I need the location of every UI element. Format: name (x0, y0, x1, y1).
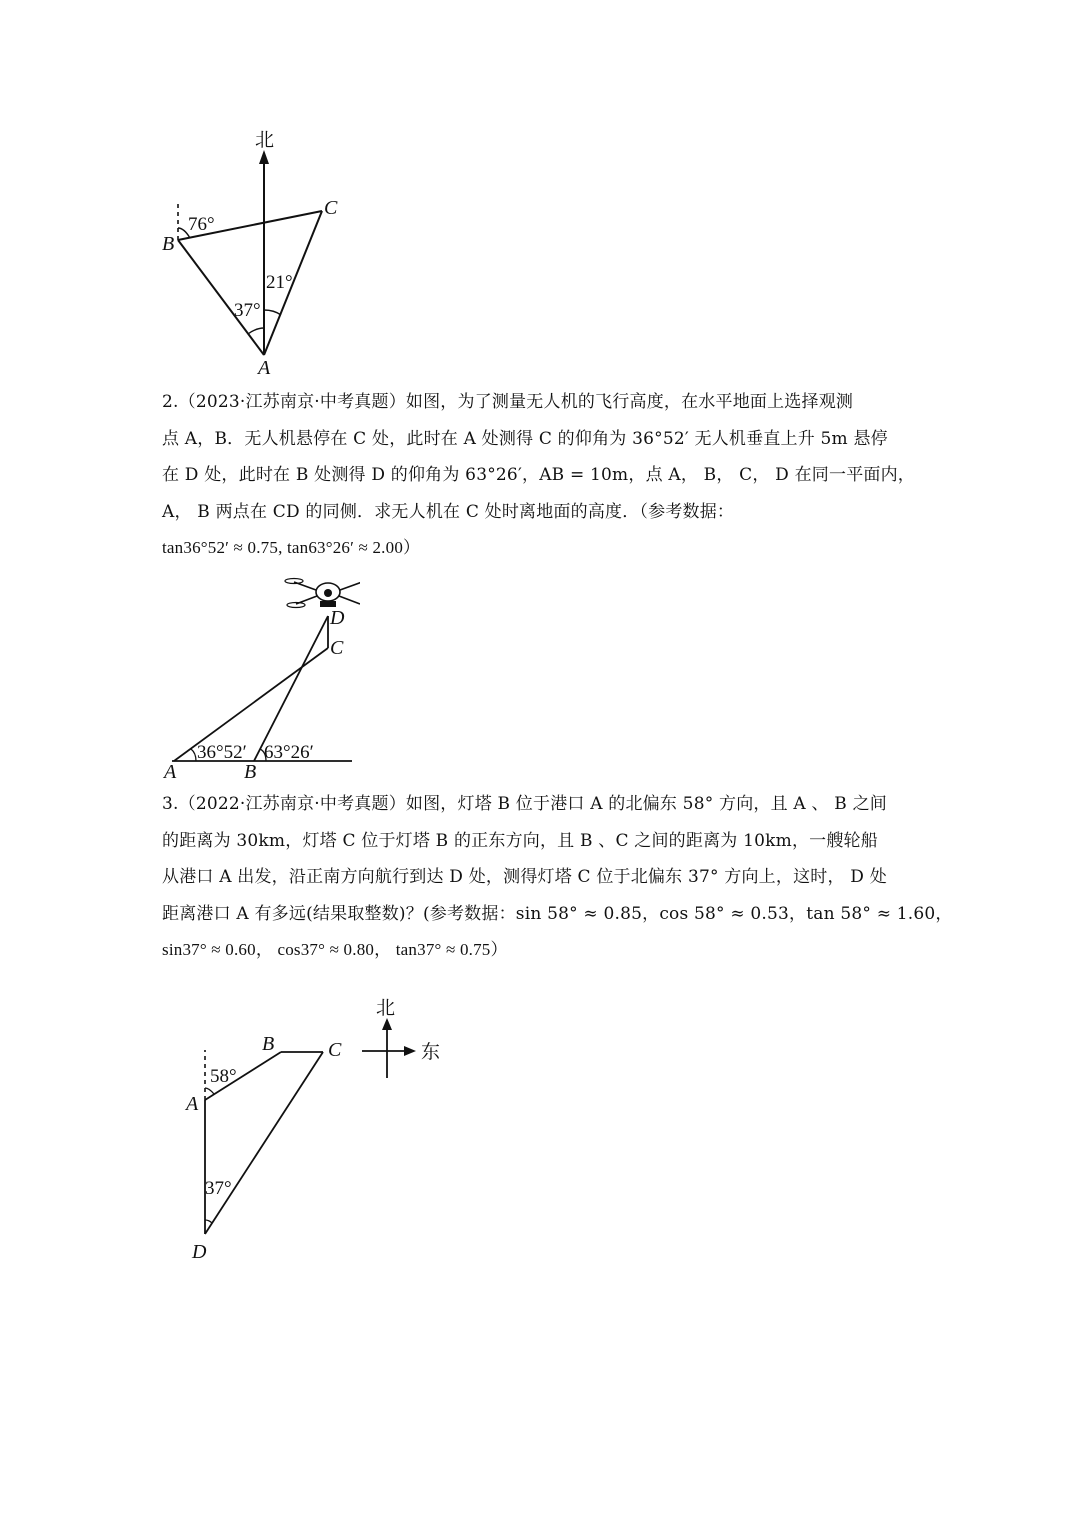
problem-3-line-1: 3.（2022·江苏南京·中考真题）如图，灯塔 B 位于港口 A 的北偏东 58° 方向，且 A 、 B 之间 (162, 794, 887, 814)
point-label-d: D (192, 1241, 207, 1263)
point-label-a: A (258, 357, 271, 379)
north-arrowhead (259, 150, 269, 164)
angle-label-76: 76° (188, 214, 215, 235)
north-label: 北 (255, 130, 275, 151)
angle-label-37: 37° (234, 300, 261, 321)
compass-east-label: 东 (421, 1042, 441, 1063)
problem-2-line-2: 点 A，B．无人机悬停在 C 处，此时在 A 处测得 C 的仰角为 36°52′ 无人机垂直上升 5m 悬停 (162, 428, 888, 449)
compass-icon (362, 1018, 416, 1078)
problem-3-line-4: 距离港口 A 有多远(结果取整数)？(参考数据：sin 58° ≈ 0.85，cos 58° ≈ 0.53，tan 58° ≈ 1.60， (162, 903, 953, 924)
angle-arc-a-left (248, 328, 264, 334)
point-label-a: A (164, 761, 177, 783)
segment-ab (178, 240, 264, 355)
point-label-c: C (330, 637, 344, 659)
angle-label-58: 58° (210, 1066, 237, 1087)
problem-2-reference-data: tan36°52′ ≈ 0.75, tan63°26′ ≈ 2.00） (162, 538, 421, 557)
problem-3-text (162, 786, 953, 969)
point-label-a: A (186, 1093, 199, 1115)
problem-2-line-3: 在 D 处，此时在 B 处测得 D 的仰角为 63°26′，AB = 10m，点 A， B， C， D 在同一平面内， (162, 465, 916, 485)
point-label-b: B (262, 1033, 275, 1055)
point-label-b: B (162, 233, 175, 255)
drone-icon (285, 579, 360, 608)
compass-north-label: 北 (376, 998, 396, 1019)
problem-3-reference-data: sin37° ≈ 0.60， cos37° ≈ 0.80， tan37° ≈ 0.75） (162, 940, 508, 959)
figure-2-drone-diagram (160, 572, 360, 784)
figure-1-triangle-diagram (150, 120, 350, 380)
point-label-c: C (324, 197, 338, 219)
angle-label-63-26: 63°26′ (264, 742, 314, 763)
problem-2-line-4: A， B 两点在 CD 的同侧．求无人机在 C 处时离地面的高度．（参考数据： (162, 501, 735, 522)
angle-label-36-52: 36°52′ (197, 742, 247, 763)
problem-3-line-3: 从港口 A 出发，沿正南方向航行到达 D 处，测得灯塔 C 位于北偏东 37° 方向上，这时， D 处 (162, 867, 887, 887)
point-label-c: C (328, 1039, 342, 1061)
point-label-d: D (330, 607, 345, 629)
figure-3-lighthouse-diagram (180, 990, 460, 1270)
angle-arc-d (205, 1220, 212, 1223)
angle-arc-a-right (264, 310, 281, 315)
segment-bd (254, 616, 328, 761)
angle-arc-a (191, 749, 196, 761)
problem-2-line-1: 2.（2023·江苏南京·中考真题）如图，为了测量无人机的飞行高度，在水平地面上选择观测 (162, 392, 854, 412)
angle-label-37: 37° (205, 1178, 232, 1199)
point-label-b: B (244, 761, 257, 783)
problem-3-line-2: 的距离为 30km，灯塔 C 位于灯塔 B 的正东方向，且 B 、C 之间的距离为 10km，一艘轮船 (162, 830, 878, 851)
problem-2-text (162, 384, 922, 567)
angle-label-21: 21° (266, 272, 293, 293)
angle-arc-a (205, 1088, 214, 1094)
